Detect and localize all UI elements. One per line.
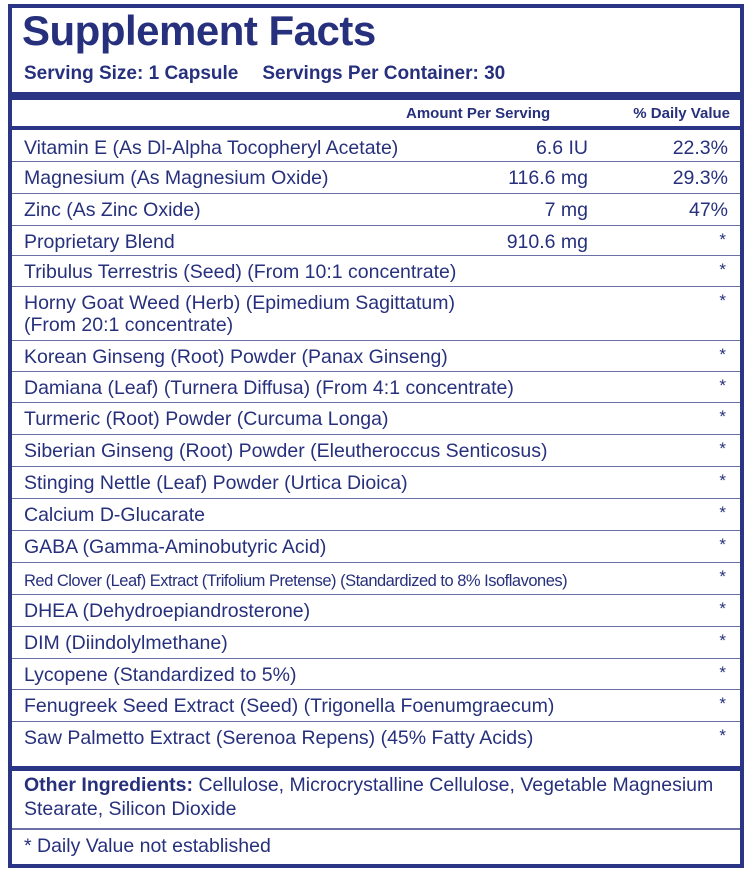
nutrient-name: Zinc (As Zinc Oxide) — [24, 199, 201, 221]
column-header — [12, 100, 740, 126]
nutrient-daily-value: * — [719, 260, 726, 279]
other-ingredients — [24, 773, 730, 821]
ingredients-divider — [12, 766, 740, 771]
serving-info — [24, 62, 505, 86]
nutrient-daily-value: * — [719, 503, 726, 522]
nutrient-name: Proprietary Blend — [24, 231, 175, 253]
nutrient-name: GABA (Gamma-Aminobutyric Acid) — [24, 536, 327, 558]
table-row — [12, 531, 740, 563]
other-ingredients-label: Other Ingredients: — [24, 774, 194, 796]
table-row — [12, 162, 740, 194]
nutrient-name-continued: (From 20:1 concentrate) — [24, 314, 234, 336]
nutrient-table — [12, 132, 740, 754]
footnote: * Daily Value not established — [24, 835, 271, 857]
nutrient-name: Damiana (Leaf) (Turnera Diffusa) (From 4:1 concentrate) — [24, 377, 514, 399]
amount-column-label: Amount Per Serving — [406, 105, 551, 122]
nutrient-name: Horny Goat Weed (Herb) (Epimedium Sagittatum) — [24, 292, 455, 314]
table-row — [12, 690, 740, 722]
nutrient-daily-value: * — [719, 567, 726, 586]
table-row — [12, 659, 740, 690]
nutrient-name: Magnesium (As Magnesium Oxide) — [24, 167, 329, 189]
table-row — [12, 132, 740, 162]
nutrient-name: Vitamin E (As Dl-Alpha Tocopheryl Acetate) — [24, 137, 399, 159]
table-row — [12, 722, 740, 754]
nutrient-daily-value: * — [719, 599, 726, 618]
nutrient-daily-value: * — [719, 291, 726, 310]
daily-value-column-label: % Daily Value — [633, 105, 730, 122]
nutrient-name: DIM (Diindolylmethane) — [24, 632, 228, 654]
table-row — [12, 435, 740, 467]
table-row — [12, 341, 740, 372]
nutrient-daily-value: * — [719, 631, 726, 650]
nutrient-amount: 6.6 IU — [535, 137, 588, 159]
nutrient-daily-value: * — [719, 439, 726, 458]
nutrient-daily-value: * — [719, 663, 726, 682]
nutrient-amount: 116.6 mg — [508, 167, 588, 189]
nutrient-daily-value: * — [719, 407, 726, 426]
nutrient-name: DHEA (Dehydroepiandrosterone) — [24, 600, 311, 622]
servings-per-container: Servings Per Container: 30 — [262, 63, 506, 84]
nutrient-name: Saw Palmetto Extract (Serenoa Repens) (45% Fatty Acids) — [24, 727, 534, 749]
table-row — [12, 372, 740, 403]
nutrient-daily-value: * — [719, 345, 726, 364]
table-row — [12, 256, 740, 287]
nutrient-name: Siberian Ginseng (Root) Powder (Eleutheroccus Senticosus) — [24, 440, 548, 462]
nutrient-name: Calcium D-Glucarate — [24, 504, 205, 526]
nutrient-name: Red Clover (Leaf) Extract (Trifolium Pretense) (Standardized to 8% Isoflavones) — [24, 572, 568, 590]
serving-size: Serving Size: 1 Capsule — [24, 63, 239, 84]
table-row — [12, 563, 740, 595]
table-row — [12, 627, 740, 659]
nutrient-daily-value: 47% — [688, 199, 728, 221]
nutrient-daily-value: * — [719, 694, 726, 713]
footnote-divider — [12, 828, 740, 830]
nutrient-daily-value: * — [719, 376, 726, 395]
thick-divider — [12, 92, 740, 100]
nutrient-daily-value: * — [719, 726, 726, 745]
nutrient-name: Turmeric (Root) Powder (Curcuma Longa) — [24, 408, 389, 430]
nutrient-daily-value: * — [719, 471, 726, 490]
supplement-facts-panel — [8, 4, 744, 868]
nutrient-name: Fenugreek Seed Extract (Seed) (Trigonella Foenumgraecum) — [24, 695, 555, 717]
nutrient-daily-value: 22.3% — [672, 137, 728, 159]
table-row — [12, 499, 740, 531]
table-row — [12, 194, 740, 226]
header-divider — [12, 126, 740, 130]
nutrient-name: Korean Ginseng (Root) Powder (Panax Ginseng) — [24, 346, 448, 368]
table-row — [12, 595, 740, 627]
table-row — [12, 403, 740, 435]
table-row — [12, 287, 740, 341]
panel-title: Supplement Facts — [22, 7, 376, 54]
nutrient-amount: 7 mg — [544, 199, 588, 221]
nutrient-daily-value: 29.3% — [672, 167, 728, 189]
nutrient-daily-value: * — [719, 230, 726, 249]
other-ingredients-text: Cellulose, Microcrystalline Cellulose, Vegetable Magnesium Stearate, Silicon Dioxide — [24, 774, 714, 820]
table-row — [12, 226, 740, 256]
nutrient-daily-value: * — [719, 535, 726, 554]
nutrient-name: Lycopene (Standardized to 5%) — [24, 664, 297, 686]
nutrient-amount: 910.6 mg — [506, 231, 588, 253]
nutrient-name: Tribulus Terrestris (Seed) (From 10:1 concentrate) — [24, 261, 457, 283]
nutrient-name: Stinging Nettle (Leaf) Powder (Urtica Dioica) — [24, 472, 408, 494]
table-row — [12, 467, 740, 499]
